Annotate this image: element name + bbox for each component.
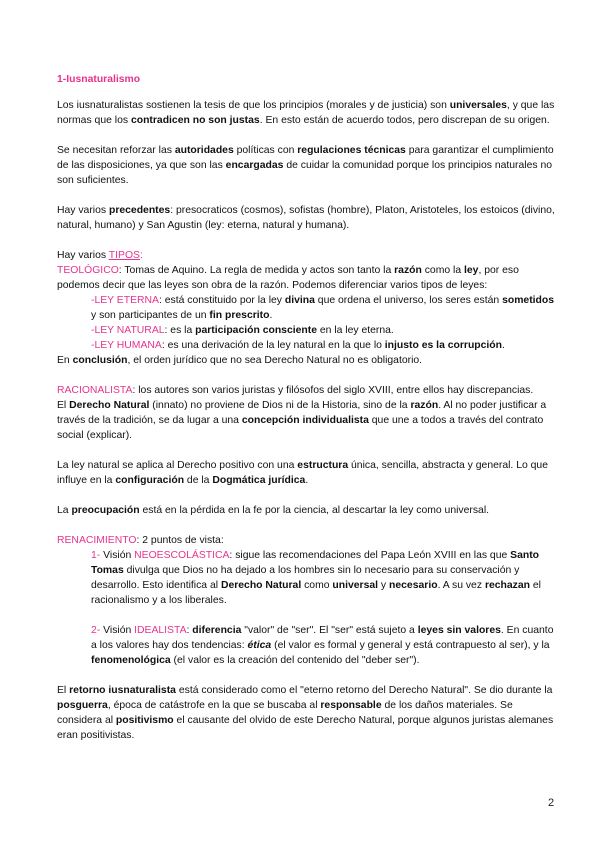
list-item-vision-neoescolastica: 1- Visión NEOESCOLÁSTICA: sigue las recomendaciones del Papa León XVIII en las que Santo Tomas divulga que Dios no ha dejado a los hombres sin lo necesario para su conservación y desarrollo. Esto identifica al Derecho Natural como universal y necesario. A su vez rechazan el racionalismo y a los liberales. [91,550,541,606]
list-item-vision-idealista: 2- Visión IDEALISTA: diferencia "valor" de "ser". El "ser" está sujeto a leyes sin valores. En cuanto a los valores hay dos tendencias: ética (el valor es formal y general y está contrapuesto al ser), y la fenomenológica (el valor es la creación del contenido del "deber ser"). [91,625,554,666]
paragraph-ley-natural: La ley natural se aplica al Derecho positivo con una estructura única, sencilla, abstracta y general. Lo que influye en la configuración de la Dogmática jurídica. [57,460,548,486]
paragraph-retorno: El retorno iusnaturalista está considerado como el "eterno retorno del Derecho Natural". Se dio durante la posguerra, época de catástrofe en la que se buscaba al responsable de los daños materiales. Se considera al positivismo el causante del olvido de este Derecho Natural, porque algunos juristas alemanes eran positivistas. [57,685,554,741]
paragraph-precedents: Hay varios precedentes: presocraticos (cosmos), sofistas (hombre), Platon, Aristoteles, los estoicos (divino, natural, humano) y San Agustin (ley: eterna, natural y humana). [57,205,555,231]
paragraph-intro: Los iusnaturalistas sostienen la tesis de que los principios (morales y de justicia) son universales, y que las normas que los contradicen no son justas. En esto están de acuerdo todos, pero discrepan de su origen. [57,100,555,126]
paragraph-authorities: Se necesitan reforzar las autoridades políticas con regulaciones técnicas para garantizar el cumplimiento de las disposiciones, ya que son las encargadas de cuidar la comunidad porque los principios naturales no son suficientes. [57,145,554,186]
paragraph-renacimiento: RENACIMIENTO: 2 puntos de vista: [57,535,224,546]
section-heading: 1-Iusnaturalismo [57,74,141,85]
paragraph-conclusion: En conclusión, el orden jurídico que no sea Derecho Natural no es obligatorio. [57,355,423,366]
paragraph-racionalista: RACIONALISTA: los autores son varios juristas y filósofos del siglo XVIII, entre ellos hay discrepancias. [57,385,534,396]
paragraph-teologico: TEOLÓGICO: Tomas de Aquino. La regla de medida y actos son tanto la razón como la ley, por eso podemos decir que las leyes son obra de la razón. Podemos diferenciar varios tipos de leyes: [57,265,519,291]
document-body [57,72,557,743]
list-item-ley-eterna: -LEY ETERNA: está constituido por la ley divina que ordena el universo, los seres están sometidos y son participantes de un fin prescrito. [91,295,555,321]
paragraph-derecho-natural: El Derecho Natural (innato) no proviene de Dios ni de la Historia, sino de la razón. Al no poder justificar a través de la tradición, se da lugar a una concepción individualista que une a todos a través del contrato social (explicar). [57,400,547,441]
paragraph-preocupacion: La preocupación está en la pérdida en la fe por la ciencia, al descartar la ley como universal. [57,505,490,516]
list-item-ley-humana: -LEY HUMANA: es una derivación de la ley natural en la que lo injusto es la corrupción. [91,340,505,351]
paragraph-types-intro: Hay varios TIPOS: [57,250,143,261]
list-item-ley-natural: -LEY NATURAL: es la participación consciente en la ley eterna. [91,325,394,336]
page-number: 2 [548,797,555,809]
